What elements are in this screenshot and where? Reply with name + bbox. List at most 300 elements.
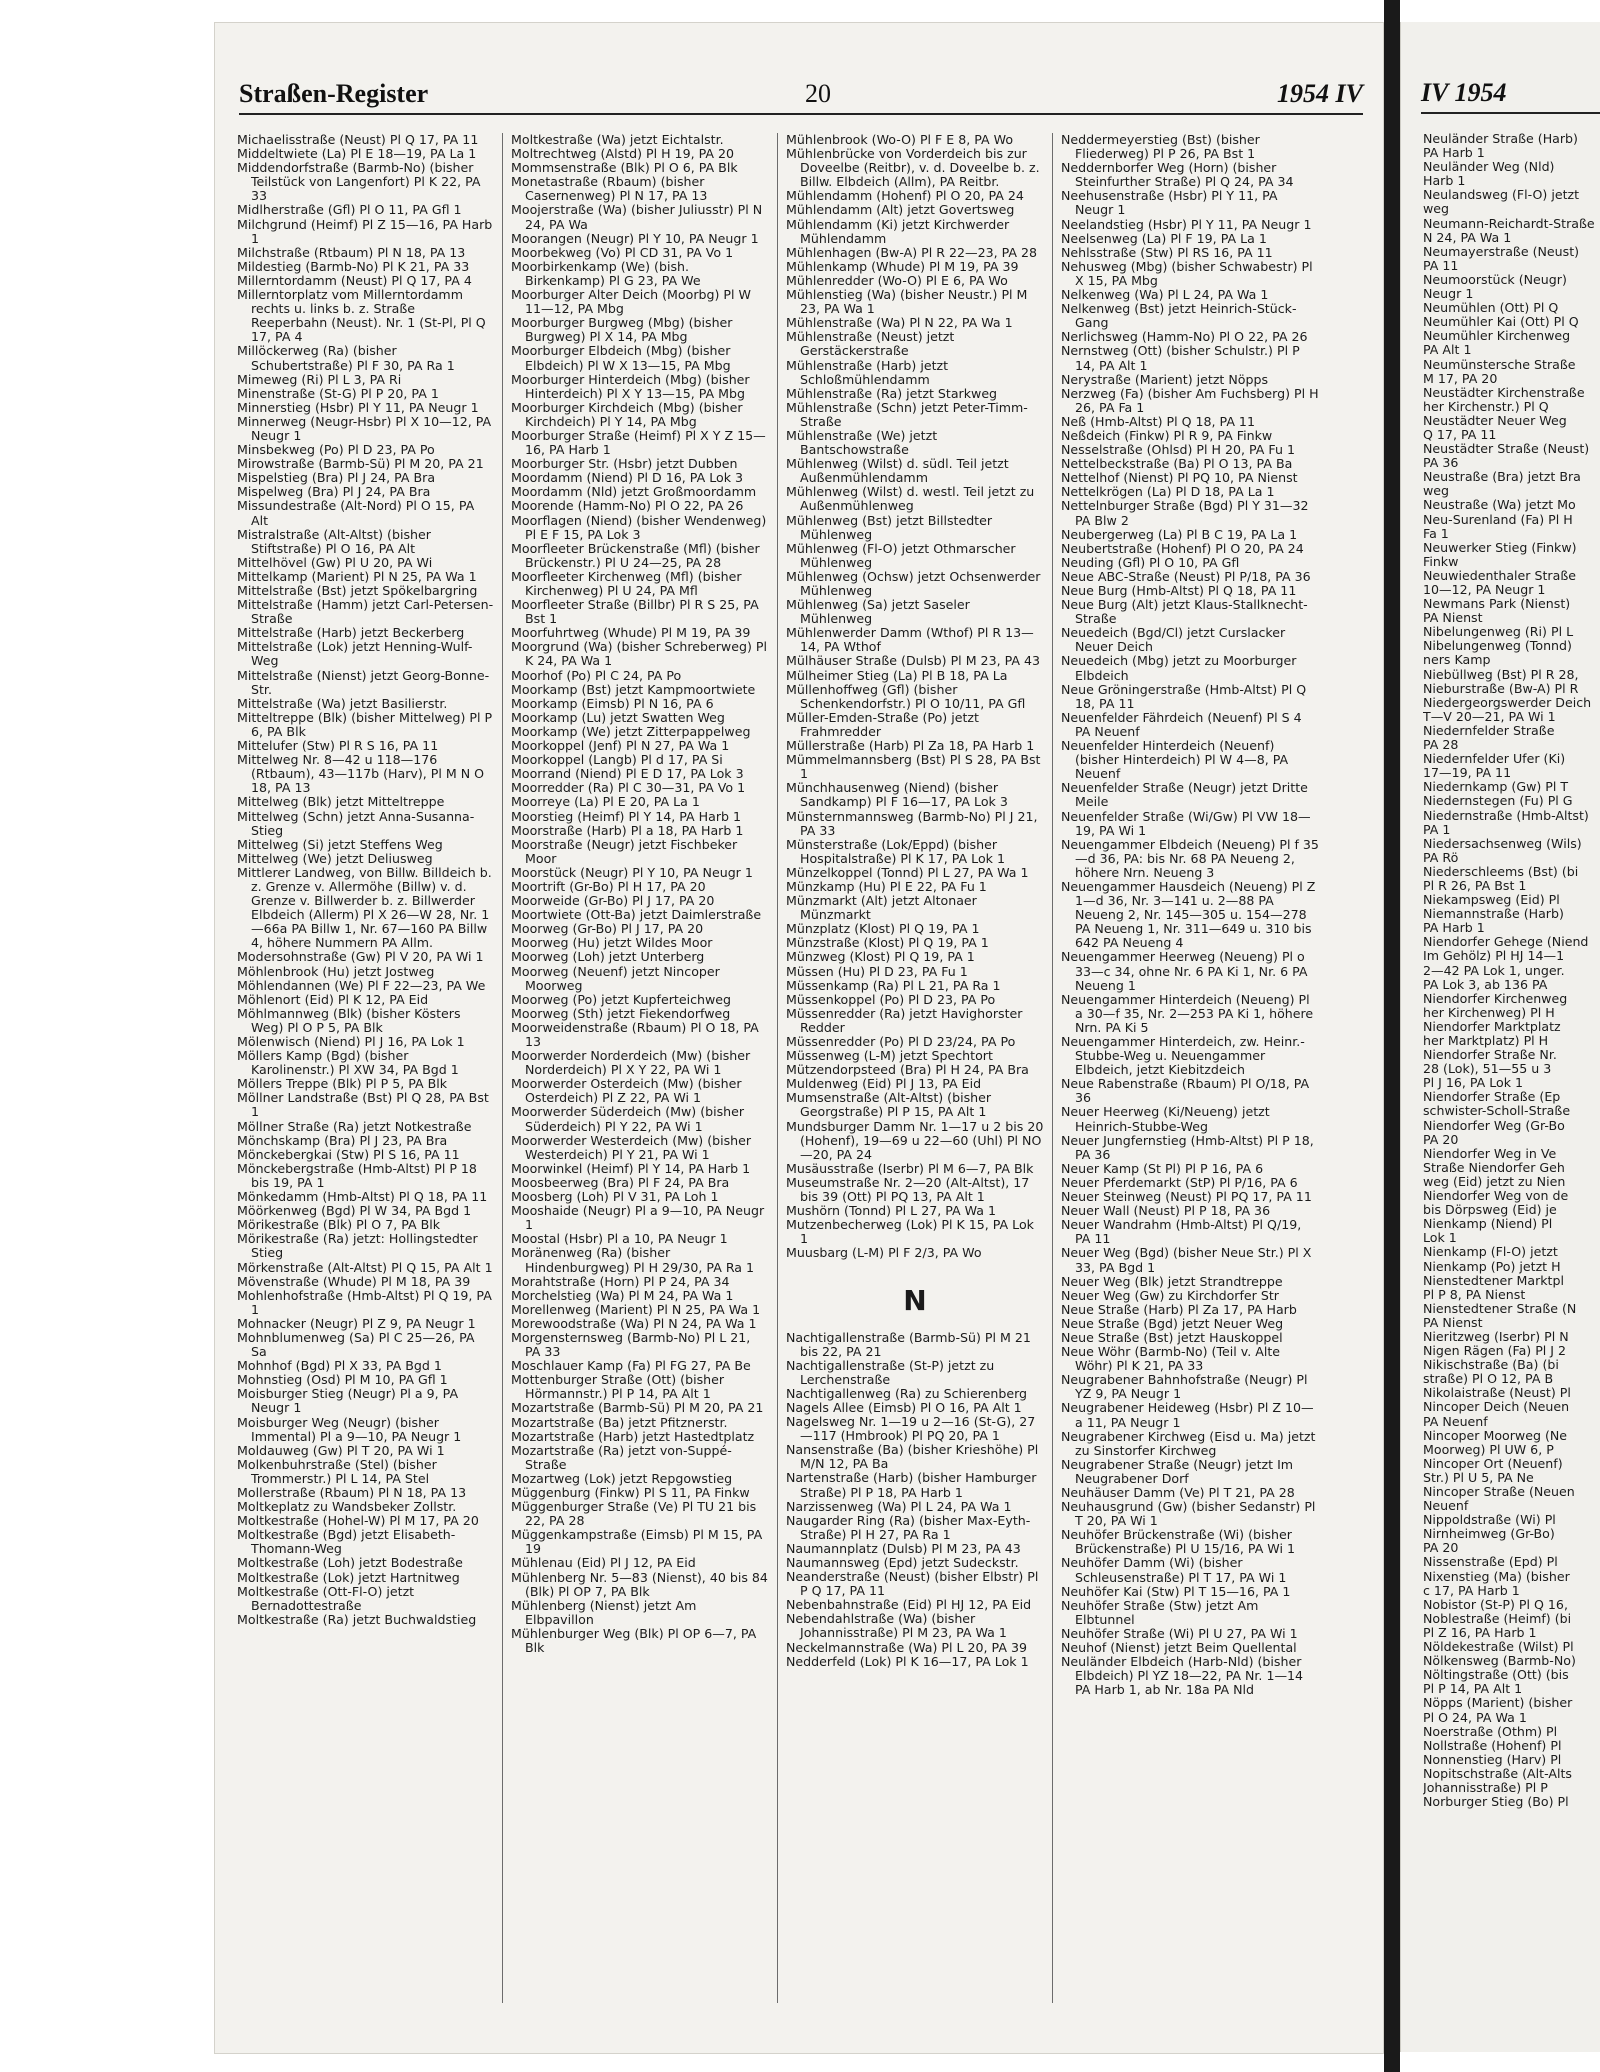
street-entry: Niederschleems (Bst) (bi: [1423, 863, 1579, 879]
street-entry: Neuedeich (Bgd/Cl) jetzt Curslacker Neuer Deich: [1061, 625, 1286, 655]
street-entry: straße) Pl O 12, PA B: [1423, 1371, 1554, 1387]
street-entry: Moorbirkenkamp (We) (bish. Birkenkamp) Pl G 23, PA We: [511, 258, 701, 288]
street-entry: Fa 1: [1423, 525, 1449, 541]
street-entry: Niekampsweg (Eid) Pl: [1423, 892, 1560, 908]
street-entry: Neuhöfer Straße (Wi) Pl U 27, PA Wi 1: [1061, 1625, 1298, 1641]
street-entry: Moorwerder Westerdeich (Mw) (bisher Westerdeich) Pl Y 21, PA Wi 1: [511, 1132, 752, 1162]
street-entry: Mittelweg (Schn) jetzt Anna-Susanna-Stieg: [237, 808, 475, 838]
street-entry: Müllenhoffweg (Gfl) (bisher Schenkendorfstr.) Pl O 10/11, PA Gfl: [786, 681, 1026, 711]
street-entry: Mühlendamm (Hohenf) Pl O 20, PA 24: [786, 188, 1024, 204]
street-entry: Mühlenkamp (Whude) Pl M 19, PA 39: [786, 258, 1019, 274]
street-entry: Moorredder (Ra) Pl C 30—31, PA Vo 1: [511, 780, 746, 796]
street-entry: Neuwiedenthaler Straße: [1423, 567, 1576, 583]
street-entry: Moorstück (Neugr) Pl Y 10, PA Neugr 1: [511, 864, 753, 880]
column-1: [237, 133, 494, 2013]
street-entry: Moorwinkel (Heimf) Pl Y 14, PA Harb 1: [511, 1160, 751, 1176]
street-entry: Moorende (Hamm-No) Pl O 22, PA 26: [511, 498, 744, 514]
street-entry: schwister-Scholl-Straße: [1423, 1103, 1571, 1119]
street-entry: Mönkedamm (Hmb-Altst) Pl Q 18, PA 11: [237, 1189, 488, 1205]
street-entry: Niendorfer Gehege (Niend: [1423, 934, 1589, 950]
street-entry: Moldauweg (Gw) Pl T 20, PA Wi 1: [237, 1442, 445, 1458]
street-entry: Nansenstraße (Ba) (bisher Krieshöhe) Pl M/N 12, PA Ba: [786, 1442, 1039, 1472]
street-entry: 10—12, PA Neugr 1: [1423, 582, 1546, 597]
adjacent-column: [1423, 132, 1600, 2012]
street-entry: Neuer Wandrahm (Hmb-Altst) Pl Q/19, PA 11: [1061, 1217, 1302, 1247]
street-entry: Moorkamp (Eimsb) Pl N 16, PA 6: [511, 695, 714, 711]
street-entry: Mittelkamp (Marient) Pl N 25, PA Wa 1: [237, 568, 477, 584]
street-entry: Neuer Weg (Blk) jetzt Strandtreppe: [1061, 1273, 1283, 1289]
street-entry: Moortwiete (Ott-Ba) jetzt Daimlerstraße: [511, 907, 762, 923]
street-entry: Neuer Weg (Bgd) (bisher Neue Str.) Pl X 33, PA Bgd 1: [1061, 1245, 1312, 1275]
street-entry: Mittelstraße (Wa) jetzt Basilierstr.: [237, 695, 448, 711]
street-entry: Mühlenstraße (Ra) jetzt Starkweg: [786, 385, 998, 401]
street-entry: Nikischstraße (Ba) (bi: [1423, 1357, 1559, 1373]
street-entry: Neuländer Elbdeich (Harb-Nld) (bisher Elbdeich) Pl YZ 18—22, PA Nr. 1—14 PA Harb 1, ab Nr. 18a PA Nld: [1061, 1654, 1304, 1698]
street-entry: Milchstraße (Rtbaum) Pl N 18, PA 13: [237, 244, 466, 260]
street-entry: Müggenburger Straße (Ve) Pl TU 21 bis 22, PA 28: [511, 1499, 757, 1529]
street-entry: Moltkestraße (Wa) jetzt Eichtalstr.: [511, 133, 724, 147]
street-entry: PA 36: [1423, 455, 1459, 471]
street-entry: Mittelufer (Stw) Pl R S 16, PA 11: [237, 738, 439, 754]
street-entry: Mozartweg (Lok) jetzt Repgowstieg: [511, 1470, 733, 1486]
street-entry: Neubergerweg (La) Pl B C 19, PA La 1: [1061, 526, 1298, 542]
street-entry: Müssen (Hu) Pl D 23, PA Fu 1: [786, 963, 968, 979]
street-entry: Neuding (Gfl) Pl O 10, PA Gfl: [1061, 554, 1240, 570]
street-entry: Mumsenstraße (Alt-Altst) (bisher Georgstraße) Pl P 15, PA Alt 1: [786, 1090, 992, 1120]
street-entry: Möhlenort (Eid) Pl K 12, PA Eid: [237, 991, 429, 1007]
street-entry: Mümmelmannsberg (Bst) Pl S 28, PA Bst 1: [786, 752, 1041, 782]
street-entry: Nincoper Ort (Neuenf): [1423, 1455, 1563, 1471]
street-entry: Pl P 14, PA Alt 1: [1423, 1681, 1523, 1697]
street-entry: Neubertstraße (Hohenf) Pl O 20, PA 24: [1061, 540, 1304, 556]
street-entry: Moorweg (Hu) jetzt Wildes Moor: [511, 935, 713, 951]
street-entry: weg (Eid) jetzt zu Nien: [1423, 1173, 1566, 1189]
street-entry: Neuengammer Elbdeich (Neueng) Pl f 35—d 36, PA: bis Nr. 68 PA Neueng 2, höhere Nrn. Neueng 3: [1061, 836, 1319, 880]
street-entry: Neanderstraße (Neust) (bisher Elbstr) Pl P Q 17, PA 11: [786, 1569, 1039, 1599]
street-entry: Morgensternsweg (Barmb-No) Pl L 21, PA 33: [511, 1329, 751, 1360]
street-entry: Moorburger Hinterdeich (Mbg) (bisher Hinterdeich) Pl X Y 13—15, PA Mbg: [511, 371, 750, 401]
street-entry: Nachtigallenweg (Ra) zu Schierenberg: [786, 1385, 1028, 1401]
street-entry: Missundestraße (Alt-Nord) Pl O 15, PA Alt: [237, 498, 475, 528]
street-entry: Neue Rabenstraße (Rbaum) Pl O/18, PA 36: [1061, 1076, 1310, 1106]
street-entry: Neumühler Kirchenweg: [1423, 328, 1571, 344]
street-entry: Münchhausenweg (Niend) (bisher Sandkamp) Pl F 16—17, PA Lok 3: [786, 780, 1008, 810]
street-entry: Moojerstraße (Wa) (bisher Juliusstr) Pl N 24, PA Wa: [511, 202, 763, 232]
street-entry: Mülhäuser Straße (Dulsb) Pl M 23, PA 43: [786, 653, 1041, 669]
street-entry: Moisburger Weg (Neugr) (bisher Immental) Pl a 9—10, PA Neugr 1: [237, 1414, 462, 1444]
street-entry: Moorweg (Sth) jetzt Fiekendorfweg: [511, 1005, 731, 1021]
street-entry: Moorkamp (Bst) jetzt Kampmoortwiete: [511, 681, 756, 697]
street-entry: Mörkenstraße (Alt-Altst) Pl Q 15, PA Alt 1: [237, 1259, 493, 1275]
street-entry: Mölenwisch (Niend) Pl J 16, PA Lok 1: [237, 1034, 465, 1049]
street-entry: Moorhof (Po) Pl C 24, PA Po: [511, 667, 682, 683]
street-entry: Noblestraße (Heimf) (bi: [1423, 1610, 1572, 1626]
street-entry: Neuenf: [1423, 1498, 1469, 1514]
street-entry: Neue Gröningerstraße (Hmb-Altst) Pl Q 18, PA 11: [1061, 681, 1307, 711]
street-entry: Minnerstieg (Hsbr) Pl Y 11, PA Neugr 1: [237, 399, 479, 415]
street-entry: Moorrand (Niend) Pl E D 17, PA Lok 3: [511, 766, 744, 782]
street-entry: Milchgrund (Heimf) Pl Z 15—16, PA Harb 1: [237, 216, 493, 246]
street-entry: Möhlendannen (We) Pl F 22—23, PA We: [237, 977, 486, 993]
street-entry: Mozartstraße (Barmb-Sü) Pl M 20, PA 21: [511, 1400, 764, 1416]
street-entry: Niedernfelder Straße: [1423, 722, 1555, 738]
street-entry: 17—19, PA 11: [1423, 765, 1512, 781]
street-entry: Neuländer Straße (Harb): [1423, 132, 1578, 146]
street-entry: Moschlauer Kamp (Fa) Pl FG 27, PA Be: [511, 1358, 751, 1374]
street-entry: Moorreye (La) Pl E 20, PA La 1: [511, 794, 700, 810]
street-entry: Moränenweg (Ra) (bisher Hindenburgweg) Pl H 29/30, PA Ra 1: [511, 1245, 755, 1275]
street-entry: Nettelbeckstraße (Ba) Pl O 13, PA Ba: [1061, 456, 1293, 472]
street-entry: Mittelstraße (Lok) jetzt Henning-Wulf-Weg: [237, 639, 473, 669]
street-entry: Nehlsstraße (Stw) Pl RS 16, PA 11: [1061, 244, 1273, 260]
street-entry: Muusbarg (L-M) Pl F 2/3, PA Wo: [786, 1245, 982, 1261]
street-entry: Mistralstraße (Alt-Altst) (bisher Stiftstraße) Pl O 16, PA Alt: [237, 526, 431, 556]
street-entry: Moorweg (Neuenf) jetzt Nincoper Moorweg: [511, 963, 720, 993]
street-entry: Lok 1: [1423, 1230, 1457, 1246]
street-entry: Moisburger Stieg (Neugr) Pl a 9, PA Neugr 1: [237, 1386, 459, 1416]
street-entry: Nerystraße (Marient) jetzt Nöpps: [1061, 371, 1269, 387]
street-entry: Neuhöfer Straße (Stw) jetzt Am Elbtunnel: [1061, 1597, 1259, 1627]
street-entry: Neugrabener Kirchweg (Eisd u. Ma) jetzt zu Sinstorfer Kirchweg: [1061, 1428, 1316, 1458]
street-entry: Moorweidenstraße (Rbaum) Pl O 18, PA 13: [511, 1019, 759, 1049]
street-entry: Moorkoppel (Jenf) Pl N 27, PA Wa 1: [511, 738, 730, 754]
street-entry: Nöpps (Marient) (bisher: [1423, 1695, 1573, 1711]
street-entry: Moorfleeter Kirchenweg (Mfl) (bisher Kirchenweg) Pl U 24, PA Mfl: [511, 568, 742, 598]
street-entry: Mooshaide (Neugr) Pl a 9—10, PA Neugr 1: [511, 1203, 765, 1233]
year-volume: 1954 IV: [1277, 79, 1363, 108]
street-entry: Im Gehölz) Pl HJ 14—1: [1423, 948, 1565, 964]
street-entry: Nerlichsweg (Hamm-No) Pl O 22, PA 26: [1061, 329, 1308, 345]
street-entry: Middendorfstraße (Barmb-No) (bisher Teilstück von Langenfort) Pl K 22, PA 33: [237, 160, 481, 204]
street-entry: Johannisstraße) Pl P: [1423, 1779, 1548, 1795]
street-entry: Neuenfelder Straße (Neugr) jetzt Dritte Meile: [1061, 780, 1308, 810]
street-entry: Nibelungenweg (Ri) Pl L: [1423, 624, 1574, 640]
street-entry: Nippoldstraße (Wi) Pl: [1423, 1512, 1556, 1528]
street-entry: Morchelstieg (Wa) Pl M 24, PA Wa 1: [511, 1287, 734, 1303]
street-entry: Naumannsweg (Epd) jetzt Sudeckstr.: [786, 1555, 1019, 1570]
street-entry: Moltkestraße (Loh) jetzt Bodestraße: [237, 1555, 463, 1571]
street-entry: Moordamm (Nld) jetzt Großmoordamm: [511, 484, 757, 500]
street-entry: Nöldekestraße (Wilst) Pl: [1423, 1639, 1574, 1655]
street-entry: Moltkestraße (Bgd) jetzt Elisabeth-Thomann-Weg: [237, 1527, 456, 1557]
street-entry: Mildestieg (Barmb-No) Pl K 21, PA 33: [237, 258, 470, 274]
street-entry: Mutzenbecherweg (Lok) Pl K 15, PA Lok 1: [786, 1217, 1034, 1247]
street-entry: Nigen Rägen (Fa) Pl J 2: [1423, 1343, 1567, 1359]
street-entry: Niebüllweg (Bst) Pl R 28,: [1423, 666, 1579, 682]
street-entry: Mühlenweg (Bst) jetzt Billstedter Mühlenweg: [786, 512, 993, 542]
page-number: 20: [805, 79, 831, 108]
street-entry: Mispelweg (Bra) Pl J 24, PA Bra: [237, 484, 431, 500]
street-entry: Neß (Hmb-Altst) Pl Q 18, PA 11: [1061, 413, 1255, 429]
street-entry: Moorweg (Loh) jetzt Unterberg: [511, 949, 705, 965]
street-entry: Münzweg (Klost) Pl Q 19, PA 1: [786, 949, 975, 965]
street-entry: Neuenfelder Hinterdeich (Neuenf) (bisher Hinterdeich) Pl W 4—8, PA Neuenf: [1061, 738, 1289, 782]
street-entry: Möhlmannweg (Blk) (bisher Kösters Weg) Pl O P 5, PA Blk: [237, 1005, 461, 1035]
street-entry: Müssenkoppel (Po) Pl D 23, PA Po: [786, 991, 996, 1007]
street-entry: Niendorfer Marktplatz: [1423, 1018, 1561, 1034]
street-entry: Q 17, PA 11: [1423, 426, 1497, 442]
street-entry: Nobistor (St-P) Pl Q 16,: [1423, 1596, 1568, 1612]
street-entry: Mönckebergstraße (Hmb-Altst) Pl P 18 bis 19, PA 1: [237, 1160, 477, 1190]
street-entry: Müssenweg (L-M) jetzt Spechtort: [786, 1048, 993, 1064]
street-entry: Neue Straße (Bgd) jetzt Neuer Weg: [1061, 1315, 1284, 1331]
street-entry: Neuhof (Nienst) jetzt Beim Quellental: [1061, 1640, 1297, 1656]
street-entry: Mohlenhofstraße (Hmb-Altst) Pl Q 19, PA 1: [237, 1287, 492, 1317]
street-entry: Neuer Kamp (St Pl) Pl P 16, PA 6: [1061, 1160, 1264, 1176]
street-entry: Mohnhof (Bgd) Pl X 33, PA Bgd 1: [237, 1358, 442, 1374]
street-entry: Neulandsweg (Fl-O) jetzt: [1423, 187, 1580, 203]
street-entry: Nieritzweg (Iserbr) Pl N: [1423, 1328, 1569, 1344]
street-entry: Neue Wöhr (Barmb-No) (Teil v. Alte Wöhr) Pl K 21, PA 33: [1061, 1344, 1281, 1374]
street-entry: Moorweg (Gr-Bo) Pl J 17, PA 20: [511, 921, 704, 937]
street-entry: Moltkestraße (Ott-Fl-O) jetzt Bernadottestraße: [237, 1583, 415, 1613]
street-entry: Neustädter Neuer Weg: [1423, 412, 1567, 428]
street-entry: Nincoper Straße (Neuen: [1423, 1484, 1575, 1499]
street-entry: Mühlenbrücke von Vorderdeich bis zur Doveelbe (Reitbr), v. d. Doveelbe b. z. Billw. Elbdeich (Allm), PA Reitbr.: [786, 146, 1040, 190]
street-entry: Millerntorplatz vom Millerntordamm rechts u. links b. z. Straße Reeperbahn (Neust). Nr. 1 (St-Pl, Pl Q 17, PA 4: [237, 287, 486, 345]
street-entry: Nachtigallenstraße (St-P) jetzt zu Lerchenstraße: [786, 1357, 995, 1387]
street-entry: Pl Z 16, PA Harb 1: [1423, 1624, 1537, 1640]
street-entry: Neuhäuser Damm (Ve) Pl T 21, PA 28: [1061, 1485, 1295, 1500]
street-entry: Niedernfelder Ufer (Ki): [1423, 751, 1566, 767]
street-entry: Niendorfer Weg (Gr-Bo: [1423, 1117, 1565, 1133]
street-entry: Moltkestraße (Lok) jetzt Hartnitweg: [237, 1569, 460, 1585]
street-entry: Mozartstraße (Ba) jetzt Pfitznerstr.: [511, 1414, 728, 1430]
street-entry: Mushörn (Tonnd) Pl L 27, PA Wa 1: [786, 1203, 997, 1219]
street-entry: Neelandstieg (Hsbr) Pl Y 11, PA Neugr 1: [1061, 216, 1312, 232]
street-entry: Möllner Straße (Ra) jetzt Notkestraße: [237, 1118, 472, 1134]
street-entry: Nehusweg (Mbg) (bisher Schwabestr) Pl X 15, PA Mbg: [1061, 258, 1313, 288]
street-entry: Moorstraße (Neugr) jetzt Fischbeker Moor: [511, 836, 738, 866]
street-entry: Nienkamp (Fl-O) jetzt: [1423, 1244, 1558, 1260]
street-entry: Moorstieg (Heimf) Pl Y 14, PA Harb 1: [511, 808, 742, 824]
street-entry: Münsternmannsweg (Barmb-No) Pl J 21, PA 33: [786, 808, 1038, 838]
street-entry: Neustädter Kirchenstraße: [1423, 384, 1585, 400]
street-entry: Str.) Pl U 5, PA Ne: [1423, 1469, 1534, 1485]
street-entry: Müller-Emden-Straße (Po) jetzt Frahmredder: [786, 709, 979, 739]
street-entry: Neuländer Weg (Nld): [1423, 159, 1555, 175]
street-entry: Nienkamp (Po) jetzt H: [1423, 1258, 1561, 1274]
street-entry: Niendorfer Weg von de: [1423, 1188, 1569, 1204]
street-entry: Neuer Weg (Gw) zu Kirchdorfer Str: [1061, 1287, 1279, 1303]
column-3: [786, 133, 1044, 2013]
street-entry: Nerzweg (Fa) (bisher Am Fuchsberg) Pl H 26, PA Fa 1: [1061, 385, 1319, 415]
street-entry: Moorkamp (Lu) jetzt Swatten Weg: [511, 709, 725, 725]
street-entry: Moorfuhrtweg (Whude) Pl M 19, PA 39: [511, 625, 751, 641]
street-entry: Niedernstraße (Hmb-Altst): [1423, 807, 1589, 823]
street-entry: Mittelstraße (Harb) jetzt Beckerberg: [237, 625, 465, 641]
street-entry: Moorburger Kirchdeich (Mbg) (bisher Kirchdeich) Pl Y 14, PA Mbg: [511, 399, 743, 429]
street-entry: Mühlenweg (Fl-O) jetzt Othmarscher Mühlenweg: [786, 540, 1016, 570]
street-entry: Mirowstraße (Barmb-Sü) Pl M 20, PA 21: [237, 456, 484, 472]
street-entry: Mühlenau (Eid) Pl J 12, PA Eid: [511, 1555, 696, 1571]
street-entry: Nincoper Deich (Neuen: [1423, 1399, 1570, 1415]
street-entry: Minsbekweg (Po) Pl D 23, PA Po: [237, 442, 435, 458]
street-entry: Nachtigallenstraße (Barmb-Sü) Pl M 21 bis 22, PA 21: [786, 1329, 1031, 1359]
column-divider: [777, 133, 778, 2003]
street-entry: PA 11: [1423, 257, 1459, 273]
street-entry: PA Nienst: [1423, 1314, 1483, 1330]
street-entry: Mottenburger Straße (Ott) (bisher Hörmannstr.) Pl P 14, PA Alt 1: [511, 1372, 725, 1402]
street-entry: Moorfleeter Straße (Billbr) Pl R S 25, PA Bst 1: [511, 597, 759, 627]
street-entry: PA Nienst: [1423, 610, 1483, 626]
street-entry: Mittelstraße (Nienst) jetzt Georg-Bonne-Str.: [237, 667, 490, 697]
street-entry: Moorfleeter Brückenstraße (Mfl) (bisher Brückenstr.) Pl U 24—25, PA 28: [511, 540, 760, 570]
street-entry: Niedernkamp (Gw) Pl T: [1423, 779, 1569, 795]
street-entry: Moorwerder Osterdeich (Mw) (bisher Osterdeich) Pl Z 22, PA Wi 1: [511, 1076, 742, 1106]
street-entry: Nettelkrögen (La) Pl D 18, PA La 1: [1061, 484, 1275, 500]
street-entry: Moltkestraße (Ra) jetzt Buchwaldstieg: [237, 1611, 477, 1627]
street-entry: Neuedeich (Mbg) jetzt zu Moorburger Elbdeich: [1061, 653, 1297, 683]
street-entry: PA Harb 1: [1423, 145, 1485, 161]
street-entry: Mühlendamm (Alt) jetzt Govertsweg: [786, 202, 1015, 218]
street-entry: Nartenstraße (Harb) (bisher Hamburger Straße) Pl P 18, PA Harb 1: [786, 1470, 1037, 1500]
street-entry: Mühlenweg (Wilst) d. westl. Teil jetzt zu Außenmühlenweg: [786, 484, 1035, 514]
street-entry: Niendorfer Straße Nr.: [1423, 1047, 1557, 1063]
street-entry: Mittelweg (Blk) jetzt Mitteltreppe: [237, 794, 445, 810]
street-entry: Nonnenstieg (Harv) Pl: [1423, 1751, 1562, 1767]
street-entry: Moorstraße (Harb) Pl a 18, PA Harb 1: [511, 822, 744, 838]
street-entry: Moorburger Alter Deich (Moorbg) Pl W 11—12, PA Mbg: [511, 287, 751, 317]
street-entry: Neue Straße (Harb) Pl Za 17, PA Harb: [1061, 1301, 1297, 1317]
street-entry: Neugrabener Heideweg (Hsbr) Pl Z 10—a 11, PA Neugr 1: [1061, 1400, 1314, 1430]
street-entry: Midlherstraße (Gfl) Pl O 11, PA Gfl 1: [237, 202, 462, 218]
street-entry: Nettelnburger Straße (Bgd) Pl Y 31—32 PA Blw 2: [1061, 498, 1309, 528]
street-entry: Neugrabener Straße (Neugr) jetzt Im Neugrabener Dorf: [1061, 1456, 1294, 1486]
street-entry: Neuer Steinweg (Neust) Pl PQ 17, PA 11: [1061, 1189, 1312, 1205]
street-entry: Müssenredder (Po) Pl D 23/24, PA Po: [786, 1034, 1016, 1049]
street-entry: ners Kamp: [1423, 652, 1491, 668]
street-entry: Neckelmannstraße (Wa) Pl L 20, PA 39: [786, 1639, 1027, 1655]
street-entry: Molkenbuhrstraße (Stel) (bisher Trommerstr.) Pl L 14, PA Stel: [237, 1456, 437, 1486]
street-entry: Mittelhövel (Gw) Pl U 20, PA Wi: [237, 554, 433, 570]
street-entry: Mühlenhagen (Bw-A) Pl R 22—23, PA 28: [786, 244, 1038, 260]
street-entry: Nöltingstraße (Ott) (bis: [1423, 1667, 1569, 1683]
page-header: [239, 73, 1363, 115]
street-entry: Neugr 1: [1423, 286, 1474, 302]
street-entry: Moostal (Hsbr) Pl a 10, PA Neugr 1: [511, 1231, 728, 1247]
street-entry: Mützendorpsteed (Bra) Pl H 24, PA Bra: [786, 1062, 1029, 1078]
street-entry: Pl R 26, PA Bst 1: [1423, 877, 1527, 893]
street-entry: Mönchskamp (Bra) Pl J 23, PA Bra: [237, 1132, 448, 1148]
street-entry: Mozartstraße (Harb) jetzt Hastedtplatz: [511, 1428, 755, 1444]
street-entry: Müggenburg (Finkw) Pl S 11, PA Finkw: [511, 1485, 750, 1500]
street-entry: Moorburger Elbdeich (Mbg) (bisher Elbdeich) Pl W X 13—15, PA Mbg: [511, 343, 731, 373]
street-entry: Neuhöfer Kai (Stw) Pl T 15—16, PA 1: [1061, 1583, 1291, 1599]
street-entry: Möörkenweg (Bgd) Pl W 34, PA Bgd 1: [237, 1203, 472, 1219]
street-entry: Moordamm (Niend) Pl D 16, PA Lok 3: [511, 470, 743, 486]
street-entry: Mühlenstraße (Schn) jetzt Peter-Timm-Straße: [786, 399, 1028, 429]
street-entry: Neumann-Reichardt-Straße: [1423, 215, 1595, 231]
street-entry: Norburger Stieg (Bo) Pl: [1423, 1794, 1569, 1810]
street-entry: Nibelungenweg (Tonnd): [1423, 638, 1572, 654]
street-entry: Neu-Surenland (Fa) Pl H: [1423, 511, 1573, 527]
street-entry: Neddermeyerstieg (Bst) (bisher Fliederweg) Pl P 26, PA Bst 1: [1061, 133, 1260, 162]
column-divider: [1052, 133, 1053, 2003]
street-entry: Mühlenweg (Ochsw) jetzt Ochsenwerder Mühlenweg: [786, 568, 1041, 598]
street-entry: Morellenweg (Marient) Pl N 25, PA Wa 1: [511, 1301, 761, 1317]
adjacent-page-header: [1421, 72, 1600, 114]
street-entry: Möllner Landstraße (Bst) Pl Q 28, PA Bst 1: [237, 1090, 489, 1120]
street-entry: Neuengammer Hinterdeich (Neueng) Pl a 30—f 35, Nr. 2—253 PA Ki 1, höhere Nrn. PA Ki 5: [1061, 991, 1314, 1035]
street-entry: Pl J 16, PA Lok 1: [1423, 1075, 1524, 1091]
street-entry: Michaelisstraße (Neust) Pl Q 17, PA 11: [237, 133, 479, 147]
street-entry: Nienstedtener Marktpl: [1423, 1272, 1564, 1288]
street-entry: PA Alt 1: [1423, 342, 1472, 358]
street-entry: Noerstraße (Othm) Pl: [1423, 1723, 1558, 1739]
street-entry: Mühlenbrook (Wo-O) Pl F E 8, PA Wo: [786, 133, 1014, 147]
street-entry: Müssenkamp (Ra) Pl L 21, PA Ra 1: [786, 977, 1001, 993]
street-entry: Moltrechtweg (Alstd) Pl H 19, PA 20: [511, 146, 735, 162]
street-entry: c 17, PA Harb 1: [1423, 1582, 1520, 1598]
street-entry: her Kirchenstr.) Pl Q: [1423, 398, 1549, 414]
street-entry: Möllers Kamp (Bgd) (bisher Karolinenstr.) Pl XW 34, PA Bgd 1: [237, 1048, 459, 1078]
street-entry: Neuer Heerweg (Ki/Neueng) jetzt Heinrich-Stubbe-Weg: [1061, 1104, 1270, 1134]
street-entry: Neuhöfer Brückenstraße (Wi) (bisher Brückenstraße) Pl U 15/16, PA Wi 1: [1061, 1527, 1296, 1557]
street-entry: Moosberg (Loh) Pl V 31, PA Loh 1: [511, 1189, 719, 1205]
street-entry: Mommsenstraße (Blk) Pl O 6, PA Blk: [511, 160, 738, 176]
street-entry: Mozartstraße (Ra) jetzt von-Suppé-Straße: [511, 1442, 732, 1472]
street-entry: Mövenstraße (Whude) Pl M 18, PA 39: [237, 1273, 471, 1289]
street-entry: Mühlenburger Weg (Blk) Pl OP 6—7, PA Blk: [511, 1625, 757, 1656]
street-entry: Niedernstegen (Fu) Pl G: [1423, 793, 1573, 809]
street-entry: Neustädter Straße (Neust): [1423, 441, 1590, 457]
street-entry: Neuengammer Heerweg (Neueng) Pl o 33—c 34, ohne Nr. 6 PA Ki 1, Nr. 6 PA Neueng 1: [1061, 949, 1308, 993]
street-entry: Niendorfer Kirchenweg: [1423, 990, 1568, 1006]
street-entry: Harb 1: [1423, 173, 1466, 189]
street-entry: Neuer Wall (Neust) Pl P 18, PA 36: [1061, 1203, 1271, 1219]
street-entry: Nincoper Moorweg (Ne: [1423, 1427, 1568, 1443]
street-entry: Neumoorstück (Neugr): [1423, 271, 1567, 287]
street-entry: Neustraße (Bra) jetzt Bra: [1423, 469, 1581, 485]
street-entry: Nirnheimweg (Gr-Bo): [1423, 1526, 1555, 1542]
column-2: [511, 133, 769, 2013]
street-entry: Mühlenweg (Wilst) d. südl. Teil jetzt Außenmühlendamm: [786, 456, 1009, 486]
street-entry: Niemannstraße (Harb): [1423, 906, 1564, 922]
street-entry: Moorflagen (Niend) (bisher Wendenweg) Pl E F 15, PA Lok 3: [511, 512, 767, 542]
street-entry: PA 28: [1423, 737, 1459, 753]
street-entry: Moorgrund (Wa) (bisher Schreberweg) Pl K 24, PA Wa 1: [511, 639, 767, 669]
street-entry: Straße Niendorfer Geh: [1423, 1159, 1565, 1175]
street-entry: Möllers Treppe (Blk) Pl P 5, PA Blk: [237, 1076, 448, 1092]
street-entry: Morewoodstraße (Wa) Pl N 24, PA Wa 1: [511, 1315, 757, 1331]
street-entry: Moltkestraße (Hohel-W) Pl M 17, PA 20: [237, 1513, 479, 1529]
street-entry: Niendorfer Straße (Ep: [1423, 1089, 1561, 1105]
column-divider: [502, 133, 503, 2003]
street-entry: Moosbeerweg (Bra) Pl F 24, PA Bra: [511, 1174, 730, 1190]
street-entry: N 24, PA Wa 1: [1423, 229, 1512, 245]
street-entry: Nebenbahnstraße (Eid) Pl HJ 12, PA Eid: [786, 1597, 1032, 1613]
street-entry: Niedersachsenweg (Wils): [1423, 835, 1582, 851]
street-entry: Neue Straße (Bst) jetzt Hauskoppel: [1061, 1329, 1283, 1345]
street-entry: Mitteltreppe (Blk) (bisher Mittelweg) Pl P 6, PA Blk: [237, 709, 493, 739]
street-entry: Mittelstraße (Hamm) jetzt Carl-Petersen-Straße: [237, 597, 494, 627]
street-entry: Moorweide (Gr-Bo) Pl J 17, PA 20: [511, 893, 715, 909]
street-entry: Neumünstersche Straße: [1423, 356, 1576, 372]
street-entry: Minnerweg (Neugr-Hsbr) Pl X 10—12, PA Neugr 1: [237, 413, 492, 443]
street-entry: PA Lok 3, ab 136 PA: [1423, 976, 1548, 992]
street-entry: Modersohnstraße (Gw) Pl V 20, PA Wi 1: [237, 949, 484, 965]
street-entry: Münsterstraße (Lok/Eppd) (bisher Hospitalstraße) Pl K 17, PA Lok 1: [786, 836, 1005, 866]
street-entry: Nagelsweg Nr. 1—19 u 2—16 (St-G), 27—117 (Hmbrook) Pl PQ 20, PA 1: [786, 1414, 1036, 1444]
column-4: [1061, 133, 1319, 2013]
street-entry: Mohnblumenweg (Sa) Pl C 25—26, PA Sa: [237, 1329, 475, 1360]
street-entry: weg: [1423, 201, 1450, 217]
street-entry: Nebendahlstraße (Wa) (bisher Johannisstraße) Pl M 23, PA Wa 1: [786, 1611, 1007, 1641]
street-entry: Musäusstraße (Iserbr) Pl M 6—7, PA Blk: [786, 1160, 1034, 1176]
street-entry: Moorburger Burgweg (Mbg) (bisher Burgweg) Pl X 14, PA Mbg: [511, 315, 733, 345]
street-entry: Monetastraße (Rbaum) (bisher Casernenweg) Pl N 17, PA 13: [511, 174, 708, 204]
